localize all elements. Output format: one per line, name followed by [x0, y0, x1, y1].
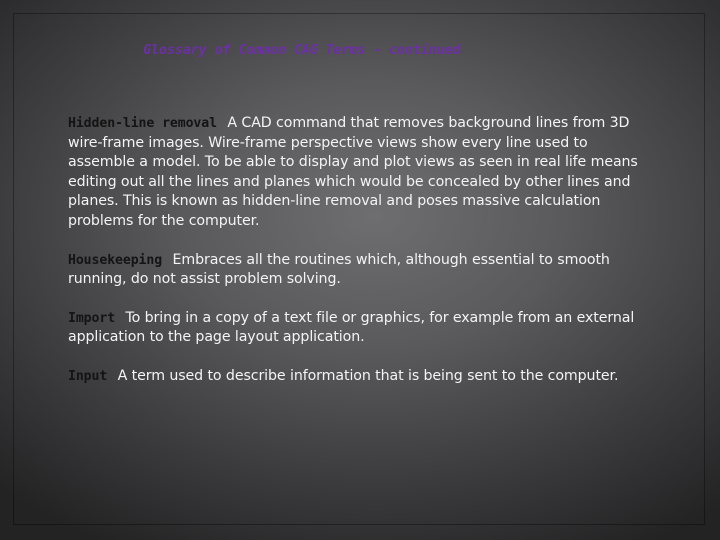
- glossary-entry-housekeeping: [68, 251, 648, 290]
- glossary-definition: A CAD command that removes background lines from 3D wire-frame images. Wire-frame perspective views show every line used to assemble a model. To be able to display and plot views as seen in real life means editing out all the lines and planes which would be concealed by other lines and planes. This is known as hidden-line removal and poses massive calculation problems for the computer.: [68, 115, 638, 229]
- glossary-definition: A term used to describe information that is being sent to the computer.: [117, 367, 619, 384]
- glossary-entry-input: [68, 367, 648, 387]
- glossary-term: Import: [68, 310, 116, 326]
- glossary-term: Input: [68, 368, 108, 384]
- glossary-definition: Embraces all the routines which, although essential to smooth running, do not assist problem solving.: [68, 251, 610, 288]
- slide-title: Glossary of Common CAG Terms - continued: [143, 42, 461, 58]
- glossary-term: Hidden-line removal: [68, 116, 217, 131]
- glossary-entry-import: [68, 309, 648, 348]
- glossary-list: [68, 114, 648, 406]
- glossary-entry-hidden-line-removal: [68, 114, 648, 232]
- glossary-term: Housekeeping: [68, 252, 163, 268]
- glossary-definition: To bring in a copy of a text file or graphics, for example from an external application to the page layout application.: [68, 309, 635, 346]
